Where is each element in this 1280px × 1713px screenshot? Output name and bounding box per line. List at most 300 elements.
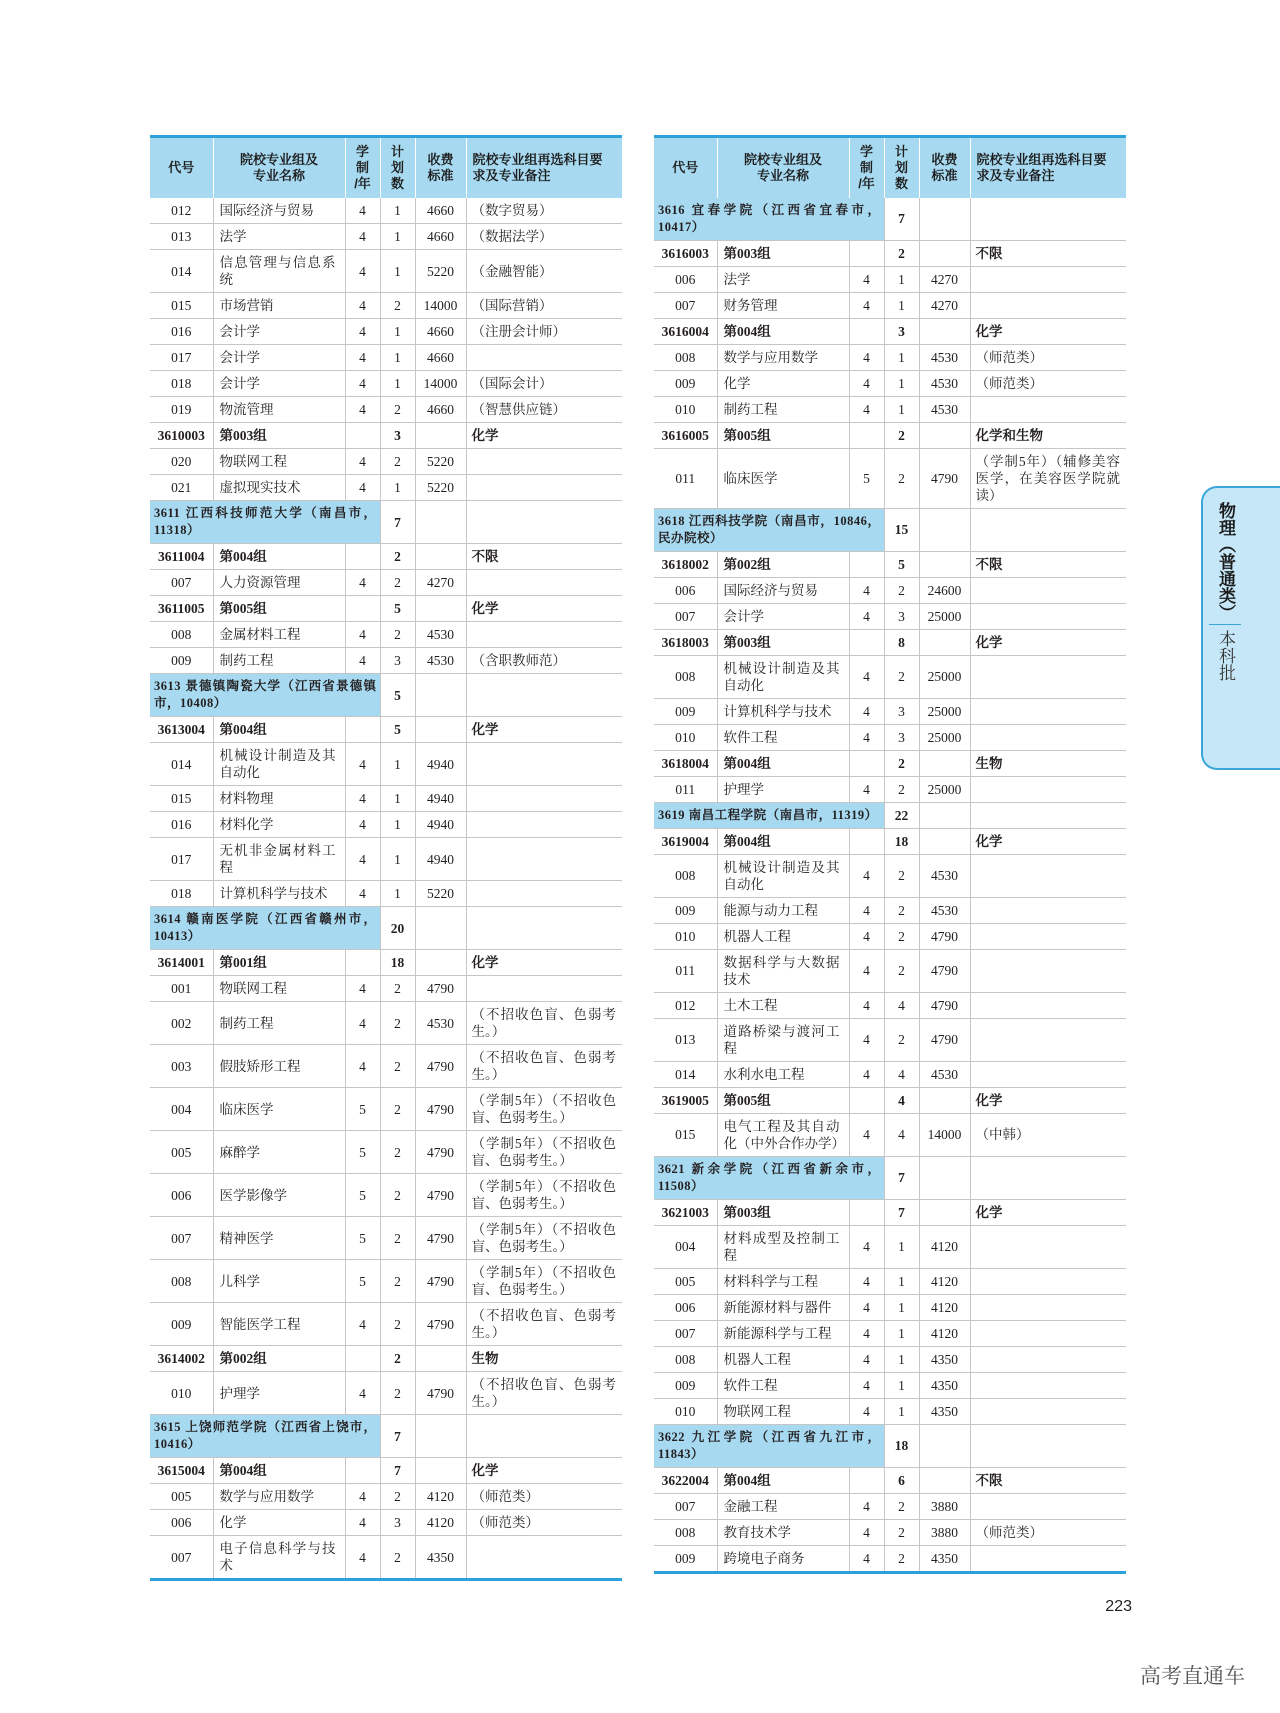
duration-cell [345, 717, 380, 743]
major-code-cell: 006 [150, 1174, 213, 1217]
group-code-cell: 3622004 [654, 1467, 717, 1493]
header-row [654, 137, 1126, 198]
tuition-cell: 5220 [415, 881, 466, 907]
tuition-cell [919, 629, 970, 655]
tuition-cell [415, 674, 466, 717]
duration-cell: 4 [345, 570, 380, 596]
notes-cell: 不限 [466, 544, 622, 570]
notes-cell: （学制5年）（辅修美容医学，在美容医学院就读） [970, 448, 1126, 508]
major-row [150, 198, 622, 224]
school-row [150, 1415, 622, 1458]
tuition-cell: 4530 [919, 370, 970, 396]
plan-count-cell: 1 [380, 881, 415, 907]
duration-cell: 4 [849, 1519, 884, 1545]
group-code-cell: 3615004 [150, 1458, 213, 1484]
group-name-cell: 第004组 [717, 750, 849, 776]
notes-cell [970, 1424, 1126, 1467]
duration-cell [345, 1346, 380, 1372]
plan-count-cell: 2 [884, 422, 919, 448]
duration-cell [345, 423, 380, 449]
group-code-cell: 3616003 [654, 240, 717, 266]
major-row [150, 397, 622, 423]
group-code-cell: 3611004 [150, 544, 213, 570]
tuition-cell: 4940 [415, 786, 466, 812]
tuition-cell [919, 828, 970, 854]
notes-cell: 化学 [970, 318, 1126, 344]
major-code-cell: 017 [150, 345, 213, 371]
header-line: 学 [355, 143, 369, 159]
plan-count-cell: 2 [380, 1484, 415, 1510]
group-code-cell: 3618004 [654, 750, 717, 776]
major-code-cell: 012 [150, 198, 213, 224]
header-line: 代号 [168, 159, 195, 175]
header-code [150, 137, 213, 198]
tuition-cell: 4660 [415, 224, 466, 250]
notes-cell [970, 1294, 1126, 1320]
notes-cell: （不招收色盲、色弱考生。） [466, 1002, 622, 1045]
group-row [654, 318, 1126, 344]
major-name-cell: 计算机科学与技术 [213, 881, 345, 907]
plan-count-cell: 2 [380, 544, 415, 570]
major-name-cell: 市场营销 [213, 293, 345, 319]
tuition-cell [415, 950, 466, 976]
notes-cell [466, 1536, 622, 1580]
duration-cell: 4 [345, 1484, 380, 1510]
group-code-cell: 3613004 [150, 717, 213, 743]
major-name-cell: 国际经济与贸易 [717, 577, 849, 603]
plan-count-cell: 5 [884, 551, 919, 577]
plan-count-cell: 2 [380, 449, 415, 475]
major-code-cell: 010 [654, 1398, 717, 1424]
notes-cell: 化学 [466, 1458, 622, 1484]
tuition-cell [919, 802, 970, 828]
notes-cell [466, 475, 622, 501]
tuition-cell: 25000 [919, 655, 970, 698]
major-name-cell: 机械设计制造及其自动化 [717, 655, 849, 698]
plan-count-cell: 1 [380, 838, 415, 881]
major-name-cell: 金融工程 [717, 1493, 849, 1519]
group-row [150, 1458, 622, 1484]
notes-cell: 化学 [970, 1199, 1126, 1225]
tuition-cell: 4940 [415, 812, 466, 838]
major-code-cell: 017 [150, 838, 213, 881]
notes-cell: （师范类） [466, 1510, 622, 1536]
major-row [654, 1519, 1126, 1545]
major-row [654, 344, 1126, 370]
tuition-cell: 14000 [415, 371, 466, 397]
tuition-cell: 4660 [415, 397, 466, 423]
group-name-cell: 第004组 [213, 544, 345, 570]
major-code-cell: 010 [654, 923, 717, 949]
group-name-cell: 第004组 [717, 318, 849, 344]
group-row [654, 1467, 1126, 1493]
header-major-name [213, 137, 345, 198]
plan-count-cell: 20 [380, 907, 415, 950]
tuition-cell [919, 1199, 970, 1225]
school-row [654, 802, 1126, 828]
major-code-cell: 006 [150, 1510, 213, 1536]
major-name-cell: 数学与应用数学 [213, 1484, 345, 1510]
header-line: 院校专业组及 [743, 151, 822, 167]
notes-cell [970, 854, 1126, 897]
duration-cell: 4 [849, 1061, 884, 1087]
plan-count-cell: 1 [380, 319, 415, 345]
duration-cell: 4 [849, 370, 884, 396]
plan-count-cell: 2 [380, 1131, 415, 1174]
notes-cell [466, 976, 622, 1002]
major-code-cell: 002 [150, 1002, 213, 1045]
plan-count-cell: 2 [884, 240, 919, 266]
major-row [150, 1131, 622, 1174]
major-row [150, 345, 622, 371]
duration-cell: 4 [849, 603, 884, 629]
notes-cell [970, 266, 1126, 292]
tuition-cell [919, 422, 970, 448]
major-row [654, 1346, 1126, 1372]
notes-cell [970, 655, 1126, 698]
section-side-tab [1201, 486, 1280, 770]
table-header [150, 137, 622, 198]
tuition-cell [415, 1346, 466, 1372]
major-name-cell: 教育技术学 [717, 1519, 849, 1545]
tuition-cell: 4270 [919, 266, 970, 292]
major-row [654, 949, 1126, 992]
duration-cell: 4 [849, 949, 884, 992]
group-name-cell: 第003组 [717, 629, 849, 655]
major-row [150, 1217, 622, 1260]
group-row [150, 717, 622, 743]
plan-count-cell: 1 [884, 1398, 919, 1424]
duration-cell: 5 [345, 1174, 380, 1217]
major-code-cell: 008 [654, 854, 717, 897]
plan-count-cell: 2 [380, 1088, 415, 1131]
major-row [150, 371, 622, 397]
major-name-cell: 财务管理 [717, 292, 849, 318]
header-code [654, 137, 717, 198]
major-row [654, 1493, 1126, 1519]
notes-cell [466, 449, 622, 475]
major-code-cell: 007 [150, 570, 213, 596]
major-name-cell: 新能源科学与工程 [717, 1320, 849, 1346]
notes-cell [970, 1018, 1126, 1061]
plan-count-cell: 1 [380, 224, 415, 250]
tuition-cell: 4350 [919, 1372, 970, 1398]
major-code-cell: 008 [654, 1346, 717, 1372]
duration-cell: 4 [345, 1372, 380, 1415]
header-line: 求及专业备注 [976, 167, 1055, 183]
duration-cell: 4 [345, 1002, 380, 1045]
tuition-cell: 14000 [919, 1113, 970, 1156]
notes-cell: 化学 [466, 717, 622, 743]
notes-cell [970, 508, 1126, 551]
notes-cell [970, 698, 1126, 724]
header-tuition [919, 137, 970, 198]
notes-cell [466, 907, 622, 950]
major-row [654, 1398, 1126, 1424]
plan-count-cell: 1 [884, 1346, 919, 1372]
major-row [150, 648, 622, 674]
major-name-cell: 麻醉学 [213, 1131, 345, 1174]
duration-cell: 5 [849, 448, 884, 508]
major-code-cell: 014 [150, 250, 213, 293]
major-code-cell: 010 [150, 1372, 213, 1415]
school-row [654, 198, 1126, 241]
major-name-cell: 跨境电子商务 [717, 1545, 849, 1572]
major-row [150, 1174, 622, 1217]
tuition-cell: 4790 [415, 1303, 466, 1346]
major-code-cell: 010 [654, 396, 717, 422]
duration-cell: 4 [849, 1018, 884, 1061]
tuition-cell: 25000 [919, 776, 970, 802]
notes-cell [970, 1545, 1126, 1572]
major-name-cell: 会计学 [213, 371, 345, 397]
tuition-cell: 3880 [919, 1493, 970, 1519]
major-name-cell: 道路桥梁与渡河工程 [717, 1018, 849, 1061]
tuition-cell [415, 1415, 466, 1458]
tuition-cell: 5220 [415, 250, 466, 293]
plan-count-cell: 2 [884, 655, 919, 698]
major-code-cell: 013 [150, 224, 213, 250]
tuition-cell: 25000 [919, 724, 970, 750]
major-name-cell: 法学 [717, 266, 849, 292]
major-code-cell: 021 [150, 475, 213, 501]
plan-count-cell: 5 [380, 596, 415, 622]
duration-cell: 4 [849, 854, 884, 897]
tuition-cell: 4660 [415, 319, 466, 345]
tuition-cell: 4790 [919, 448, 970, 508]
major-row [150, 293, 622, 319]
major-row [150, 812, 622, 838]
notes-cell [466, 570, 622, 596]
tab-divider [1209, 624, 1241, 625]
duration-cell: 4 [345, 622, 380, 648]
tuition-cell: 4790 [919, 923, 970, 949]
school-row [654, 1156, 1126, 1199]
notes-cell [466, 786, 622, 812]
major-code-cell: 016 [150, 812, 213, 838]
group-row [654, 629, 1126, 655]
tuition-cell: 3880 [919, 1519, 970, 1545]
header-row [150, 137, 622, 198]
major-name-cell: 法学 [213, 224, 345, 250]
group-code-cell: 3619004 [654, 828, 717, 854]
tuition-cell: 4530 [919, 897, 970, 923]
notes-cell: （注册会计师） [466, 319, 622, 345]
major-name-cell: 人力资源管理 [213, 570, 345, 596]
major-code-cell: 018 [150, 371, 213, 397]
tuition-cell: 4120 [919, 1268, 970, 1294]
major-name-cell: 电气工程及其自动化（中外合作办学） [717, 1113, 849, 1156]
tuition-cell: 4350 [919, 1545, 970, 1572]
duration-cell: 5 [345, 1088, 380, 1131]
major-name-cell: 材料科学与工程 [717, 1268, 849, 1294]
plan-count-cell: 1 [380, 812, 415, 838]
plan-count-cell: 2 [380, 1536, 415, 1580]
header-line: 收费 [427, 151, 454, 167]
tuition-cell: 4530 [415, 648, 466, 674]
plan-count-cell: 7 [884, 198, 919, 241]
major-code-cell: 018 [150, 881, 213, 907]
header-line: 院校专业组及 [239, 151, 318, 167]
tuition-cell [919, 318, 970, 344]
school-row [654, 508, 1126, 551]
major-name-cell: 土木工程 [717, 992, 849, 1018]
header-line: 学 [859, 143, 873, 159]
duration-cell: 4 [345, 293, 380, 319]
header-notes [466, 137, 622, 198]
plan-count-cell: 7 [380, 1458, 415, 1484]
admission-table-left [150, 135, 622, 1581]
major-code-cell: 011 [654, 776, 717, 802]
major-row [150, 976, 622, 1002]
plan-count-cell: 7 [884, 1199, 919, 1225]
major-row [150, 1045, 622, 1088]
plan-count-cell: 1 [884, 266, 919, 292]
plan-count-cell: 1 [884, 1294, 919, 1320]
plan-count-cell: 7 [380, 1415, 415, 1458]
header-line: 院校专业组再选科目要 [976, 151, 1107, 167]
plan-count-cell: 1 [380, 198, 415, 224]
duration-cell: 4 [345, 786, 380, 812]
major-name-cell: 虚拟现实技术 [213, 475, 345, 501]
major-name-cell: 计算机科学与技术 [717, 698, 849, 724]
major-code-cell: 007 [150, 1217, 213, 1260]
header-line: /年 [354, 175, 371, 191]
school-name-cell: 3622 九江学院（江西省九江市，11843） [654, 1424, 884, 1467]
notes-cell [970, 949, 1126, 992]
duration-cell [345, 544, 380, 570]
major-row [654, 1225, 1126, 1268]
group-name-cell: 第005组 [213, 596, 345, 622]
duration-cell: 4 [345, 743, 380, 786]
notes-cell: （不招收色盲、色弱考生。） [466, 1372, 622, 1415]
tuition-cell: 4790 [415, 1372, 466, 1415]
major-code-cell: 010 [654, 724, 717, 750]
header-line: 划 [894, 159, 908, 175]
tuition-cell: 4120 [415, 1510, 466, 1536]
group-row [654, 551, 1126, 577]
plan-count-cell: 1 [884, 1372, 919, 1398]
major-row [654, 1320, 1126, 1346]
duration-cell: 4 [345, 319, 380, 345]
major-row [654, 396, 1126, 422]
tuition-cell [919, 508, 970, 551]
duration-cell: 4 [345, 475, 380, 501]
duration-cell: 4 [345, 1510, 380, 1536]
major-name-cell: 软件工程 [717, 1372, 849, 1398]
notes-cell: （师范类） [970, 1519, 1126, 1545]
major-code-cell: 007 [654, 1493, 717, 1519]
plan-count-cell: 5 [380, 674, 415, 717]
major-name-cell: 化学 [717, 370, 849, 396]
major-row [654, 897, 1126, 923]
school-name-cell: 3611 江西科技师范大学（南昌市，11318） [150, 501, 380, 544]
duration-cell: 4 [849, 292, 884, 318]
school-row [150, 907, 622, 950]
plan-count-cell: 1 [380, 371, 415, 397]
major-row [150, 622, 622, 648]
duration-cell: 4 [345, 838, 380, 881]
plan-count-cell: 2 [380, 397, 415, 423]
major-name-cell: 数据科学与大数据技术 [717, 949, 849, 992]
group-code-cell: 3616005 [654, 422, 717, 448]
major-row [150, 449, 622, 475]
plan-count-cell: 1 [884, 1320, 919, 1346]
notes-cell: 化学 [466, 596, 622, 622]
major-code-cell: 008 [654, 655, 717, 698]
tuition-cell: 4530 [415, 1002, 466, 1045]
notes-cell: 化学 [970, 1087, 1126, 1113]
duration-cell: 4 [849, 1268, 884, 1294]
table-body [150, 198, 622, 1580]
major-name-cell: 会计学 [717, 603, 849, 629]
header-line: 制 [859, 159, 873, 175]
major-row [654, 776, 1126, 802]
duration-cell: 4 [345, 345, 380, 371]
major-row [654, 1113, 1126, 1156]
major-name-cell: 数学与应用数学 [717, 344, 849, 370]
plan-count-cell: 2 [884, 1018, 919, 1061]
duration-cell [849, 318, 884, 344]
major-row [654, 655, 1126, 698]
header-plan [884, 137, 919, 198]
tuition-cell: 4120 [415, 1484, 466, 1510]
tuition-cell: 4790 [415, 976, 466, 1002]
plan-count-cell: 2 [380, 293, 415, 319]
tuition-cell: 4530 [415, 622, 466, 648]
duration-cell: 4 [345, 1045, 380, 1088]
notes-cell [970, 1346, 1126, 1372]
plan-count-cell: 4 [884, 992, 919, 1018]
header-line: 标准 [427, 167, 454, 183]
notes-cell: （含职教师范） [466, 648, 622, 674]
duration-cell [849, 240, 884, 266]
header-line: 专业名称 [756, 167, 809, 183]
plan-count-cell: 4 [884, 1087, 919, 1113]
tuition-cell: 4790 [415, 1131, 466, 1174]
group-row [654, 1087, 1126, 1113]
tuition-cell: 14000 [415, 293, 466, 319]
school-name-cell: 3616 宜春学院（江西省宜春市，10417） [654, 198, 884, 241]
group-row [150, 1346, 622, 1372]
major-row [654, 292, 1126, 318]
plan-count-cell: 2 [884, 949, 919, 992]
major-name-cell: 智能医学工程 [213, 1303, 345, 1346]
duration-cell: 4 [849, 724, 884, 750]
duration-cell: 4 [849, 396, 884, 422]
plan-count-cell: 2 [380, 976, 415, 1002]
plan-count-cell: 1 [884, 292, 919, 318]
plan-count-cell: 2 [884, 1493, 919, 1519]
major-row [150, 1510, 622, 1536]
tuition-cell [415, 501, 466, 544]
group-row [150, 950, 622, 976]
notes-cell [466, 674, 622, 717]
header-major-name [717, 137, 849, 198]
major-name-cell: 材料化学 [213, 812, 345, 838]
major-code-cell: 005 [150, 1131, 213, 1174]
major-name-cell: 精神医学 [213, 1217, 345, 1260]
duration-cell: 4 [849, 1398, 884, 1424]
duration-cell: 4 [849, 1346, 884, 1372]
tuition-cell [919, 240, 970, 266]
major-row [654, 698, 1126, 724]
header-line: 计 [894, 143, 908, 159]
duration-cell: 4 [849, 344, 884, 370]
major-code-cell: 016 [150, 319, 213, 345]
notes-cell: （数字贸易） [466, 198, 622, 224]
duration-cell: 4 [345, 371, 380, 397]
